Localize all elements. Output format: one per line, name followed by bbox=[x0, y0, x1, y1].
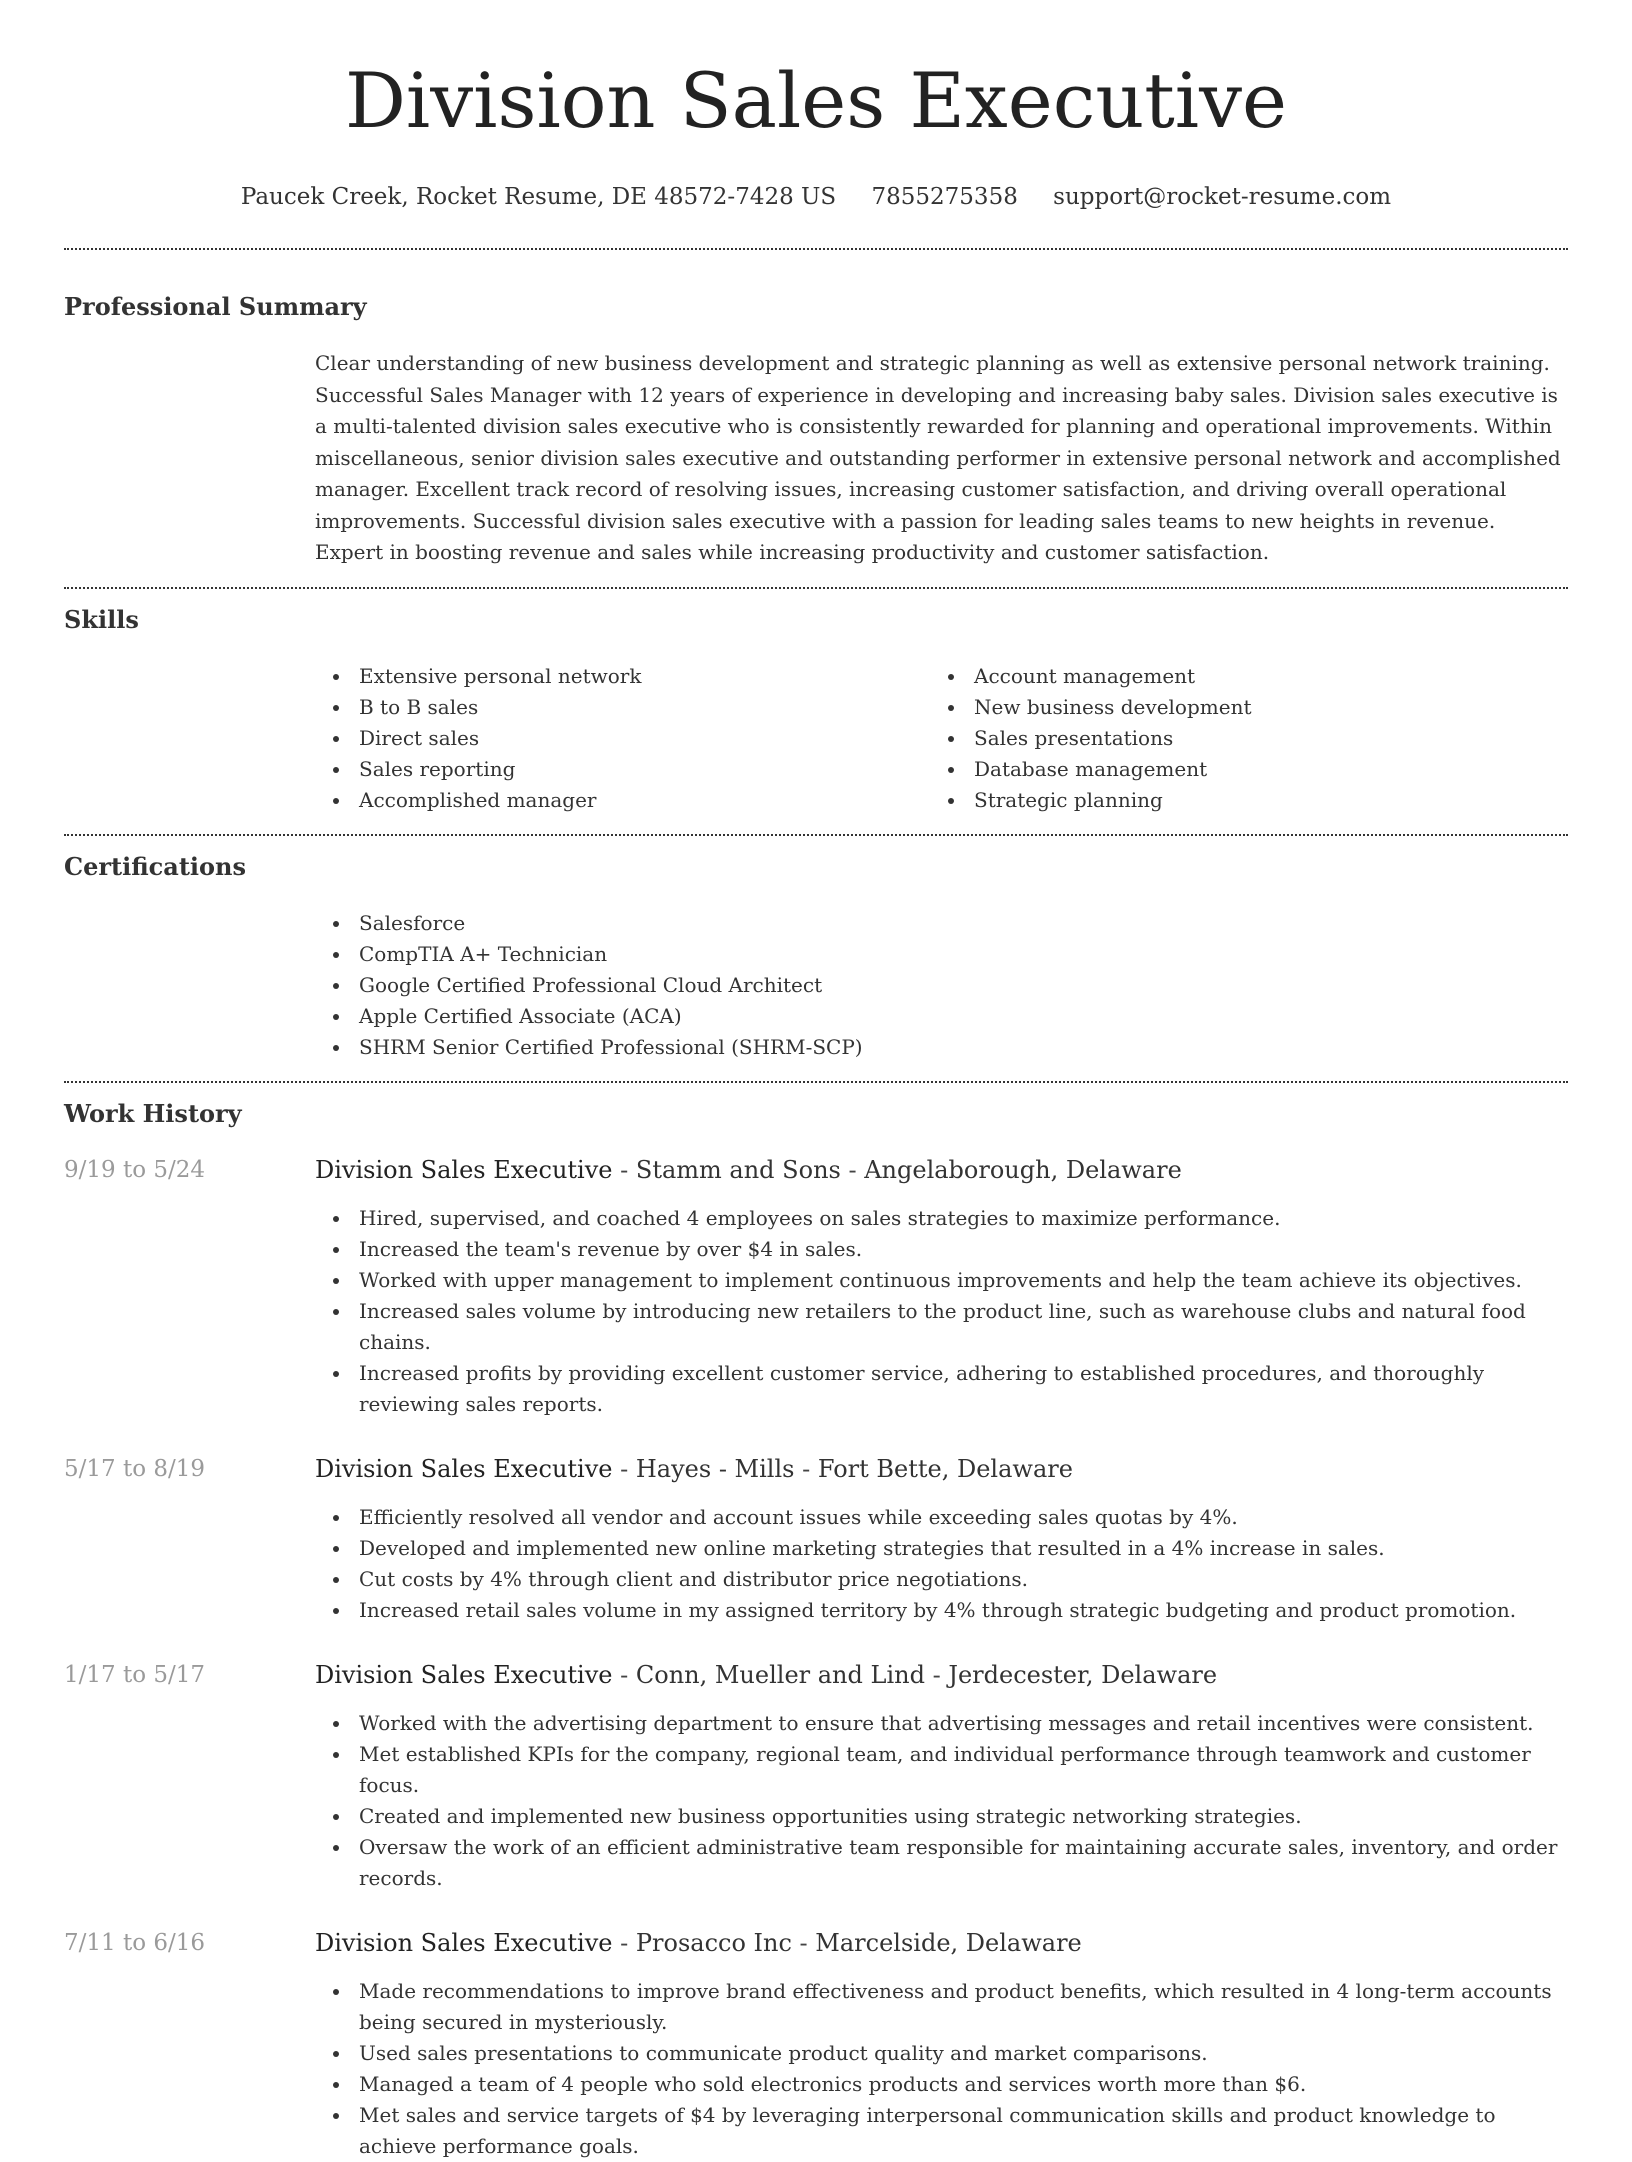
job-entry bbox=[64, 1928, 1568, 2162]
job-body bbox=[315, 1155, 1568, 1420]
contact-phone: 7855275358 bbox=[871, 184, 1018, 210]
job-dates: 7/11 to 6/16 bbox=[64, 1929, 206, 1956]
contact-address: Paucek Creek, Rocket Resume, DE 48572-7428 US bbox=[240, 184, 837, 210]
job-bullet: Increased the team's revenue by over $4 in sales. bbox=[315, 1234, 1568, 1265]
job-bullet: Cut costs by 4% through client and distributor price negotiations. bbox=[315, 1564, 1568, 1595]
job-bullet: Increased sales volume by introducing new retailers to the product line, such as warehouse clubs and natural food chains. bbox=[315, 1296, 1568, 1358]
skill-item: Database management bbox=[930, 754, 1545, 785]
job-location: Fort Bette, Delaware bbox=[817, 1454, 1073, 1483]
job-bullet: Increased retail sales volume in my assigned territory by 4% through strategic budgeting and product promotion. bbox=[315, 1595, 1568, 1626]
job-bullet: Created and implemented new business opportunities using strategic networking strategies. bbox=[315, 1801, 1568, 1832]
job-role: Division Sales Executive bbox=[315, 1660, 613, 1689]
skills-section bbox=[64, 605, 1568, 816]
certifications-list bbox=[315, 908, 1568, 1063]
job-company: Conn, Mueller and Lind bbox=[635, 1660, 925, 1689]
job-bullet: Efficiently resolved all vendor and account issues while exceeding sales quotas by 4%. bbox=[315, 1502, 1568, 1533]
job-company: Hayes - Mills bbox=[635, 1454, 795, 1483]
job-role: Division Sales Executive bbox=[315, 1454, 613, 1483]
skills-list-right bbox=[930, 661, 1545, 816]
job-bullet: Used sales presentations to communicate product quality and market comparisons. bbox=[315, 2038, 1568, 2069]
job-company: Stamm and Sons bbox=[635, 1155, 841, 1184]
job-heading: Division Sales Executive - Prosacco Inc - Marcelside, Delaware bbox=[315, 1928, 1082, 1957]
job-bullet: Made recommendations to improve brand effectiveness and product benefits, which resulted in 4 long-term accounts being secured in mysteriously. bbox=[315, 1976, 1568, 2038]
skill-item: New business development bbox=[930, 692, 1545, 723]
work-history-title: Work History bbox=[64, 1098, 242, 1128]
job-bullet: Developed and implemented new online marketing strategies that resulted in a 4% increase in sales. bbox=[315, 1533, 1568, 1564]
resume-page bbox=[64, 0, 1568, 2158]
job-company: Prosacco Inc bbox=[635, 1928, 792, 1957]
job-bullet-list bbox=[315, 1502, 1568, 1626]
job-entry bbox=[64, 1454, 1568, 1626]
skill-item: B to B sales bbox=[315, 692, 930, 723]
skills-divider bbox=[64, 834, 1568, 836]
certifications-title: Certifications bbox=[64, 851, 247, 881]
job-location: Marcelside, Delaware bbox=[815, 1928, 1082, 1957]
job-entry bbox=[64, 1660, 1568, 1894]
job-location: Angelaborough, Delaware bbox=[864, 1155, 1182, 1184]
job-bullet-list bbox=[315, 1708, 1568, 1894]
summary-text: Clear understanding of new business development and strategic planning as well as extensive personal network training. Successful Sales Manager with 12 years of experience in developing and increasing baby sales. Division sales executive is a multi-talented division sales executive who is consistently rewarded for planning and operational improvements. Within miscellaneous, senior division sales executive and outstanding performer in extensive personal network and accomplished manager. Excellent track record of resolving issues, increasing customer satisfaction, and driving overall operational improvements. Successful division sales executive with a passion for leading sales teams to new heights in revenue. Expert in boosting revenue and sales while increasing productivity and customer satisfaction. bbox=[315, 351, 1561, 564]
certifications-divider bbox=[64, 1081, 1568, 1083]
certification-item: Google Certified Professional Cloud Architect bbox=[315, 970, 1568, 1001]
job-entry bbox=[64, 1155, 1568, 1420]
job-bullet: Hired, supervised, and coached 4 employees on sales strategies to maximize performance. bbox=[315, 1203, 1568, 1234]
job-heading: Division Sales Executive - Stamm and Sons - Angelaborough, Delaware bbox=[315, 1155, 1182, 1184]
certification-item: Salesforce bbox=[315, 908, 1568, 939]
summary-title: Professional Summary bbox=[64, 292, 367, 321]
skills-list-left bbox=[315, 661, 930, 816]
certification-item: CompTIA A+ Technician bbox=[315, 939, 1568, 970]
skill-item: Accomplished manager bbox=[315, 785, 930, 816]
resume-name: Division Sales Executive bbox=[344, 56, 1288, 145]
skill-item: Strategic planning bbox=[930, 785, 1545, 816]
certification-item: SHRM Senior Certified Professional (SHRM-SCP) bbox=[315, 1032, 1568, 1063]
job-bullet: Worked with upper management to implement continuous improvements and help the team achieve its objectives. bbox=[315, 1265, 1568, 1296]
job-dates: 5/17 to 8/19 bbox=[64, 1455, 206, 1482]
job-heading: Division Sales Executive - Hayes - Mills - Fort Bette, Delaware bbox=[315, 1454, 1073, 1483]
header-divider bbox=[64, 248, 1568, 250]
job-bullet-list bbox=[315, 1976, 1568, 2162]
skills-title: Skills bbox=[64, 604, 139, 634]
job-role: Division Sales Executive bbox=[315, 1928, 613, 1957]
job-location: Jerdecester, Delaware bbox=[948, 1660, 1218, 1689]
summary-divider bbox=[64, 587, 1568, 589]
job-bullet: Oversaw the work of an efficient administrative team responsible for maintaining accurate sales, inventory, and order records. bbox=[315, 1832, 1568, 1894]
job-bullet: Met established KPIs for the company, regional team, and individual performance through teamwork and customer focus. bbox=[315, 1739, 1568, 1801]
skill-item: Direct sales bbox=[315, 723, 930, 754]
skill-item: Extensive personal network bbox=[315, 661, 930, 692]
certification-item: Apple Certified Associate (ACA) bbox=[315, 1001, 1568, 1032]
job-dates: 1/17 to 5/17 bbox=[64, 1661, 206, 1688]
work-history-section bbox=[64, 1099, 1568, 2162]
job-heading: Division Sales Executive - Conn, Mueller and Lind - Jerdecester, Delaware bbox=[315, 1660, 1218, 1689]
job-role: Division Sales Executive bbox=[315, 1155, 613, 1184]
job-body bbox=[315, 1928, 1568, 2162]
job-bullet-list bbox=[315, 1203, 1568, 1420]
job-bullet: Met sales and service targets of $4 by leveraging interpersonal communication skills and product knowledge to achieve performance goals. bbox=[315, 2100, 1568, 2162]
skill-item: Sales reporting bbox=[315, 754, 930, 785]
contact-email[interactable]: support@rocket-resume.com bbox=[1053, 184, 1392, 210]
job-dates: 9/19 to 5/24 bbox=[64, 1156, 206, 1183]
skill-item: Sales presentations bbox=[930, 723, 1545, 754]
job-bullet: Managed a team of 4 people who sold electronics products and services worth more than $6. bbox=[315, 2069, 1568, 2100]
certifications-section bbox=[64, 852, 1568, 1063]
skill-item: Account management bbox=[930, 661, 1545, 692]
skills-columns bbox=[315, 661, 1568, 816]
job-body bbox=[315, 1660, 1568, 1894]
contact-line bbox=[64, 182, 1568, 212]
summary-section bbox=[64, 292, 1568, 569]
job-bullet: Worked with the advertising department to ensure that advertising messages and retail incentives were consistent. bbox=[315, 1708, 1568, 1739]
job-bullet: Increased profits by providing excellent customer service, adhering to established procedures, and thoroughly reviewing sales reports. bbox=[315, 1358, 1568, 1420]
job-body bbox=[315, 1454, 1568, 1626]
